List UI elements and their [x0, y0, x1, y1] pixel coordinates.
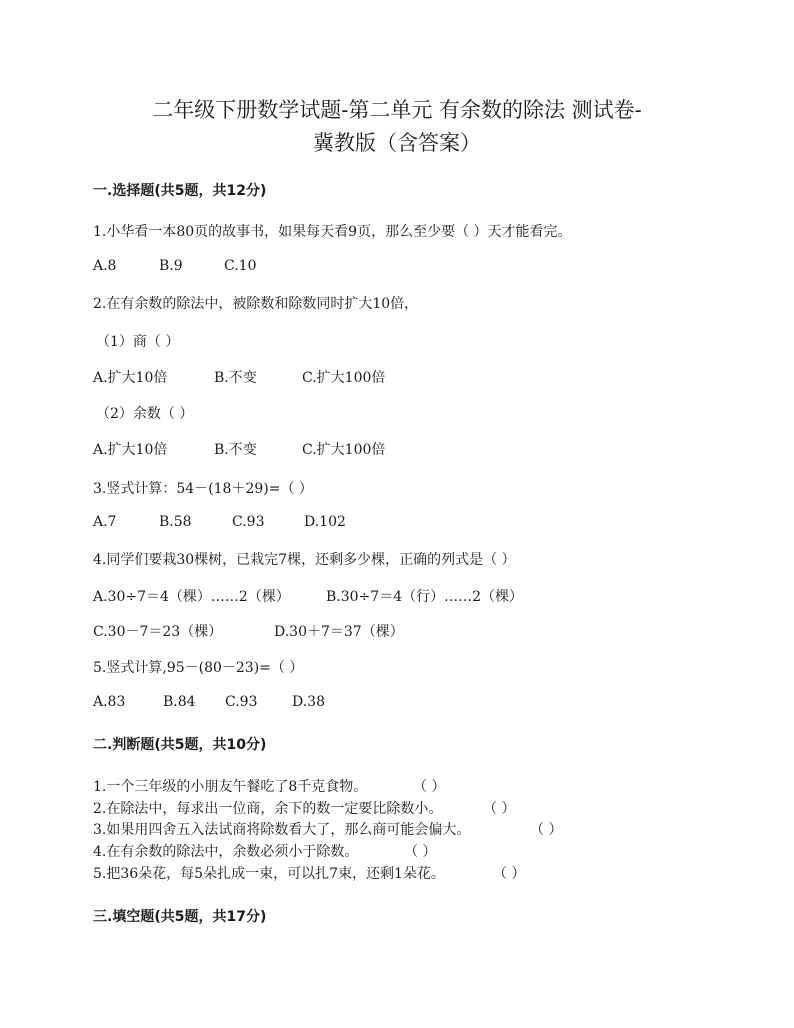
- judge-item-text: 3.如果用四舍五入法试商将除数看大了，那么商可能会偏大。: [93, 822, 471, 838]
- option-d: D.102: [304, 514, 346, 530]
- question-5: 5.竖式计算,95－(80－23)=（ ）: [93, 660, 304, 676]
- question-2-sub2: （2）余数（ ）: [96, 406, 194, 422]
- option-c: C.93: [232, 514, 265, 530]
- option-b: B.58: [159, 514, 192, 530]
- document-title: [0, 94, 794, 160]
- option-d: D.38: [292, 694, 325, 710]
- judge-item: [93, 863, 526, 883]
- option-a: A.30÷7＝4（棵）……2（棵）: [93, 589, 290, 605]
- judge-item-text: 2.在除法中，每求出一位商，余下的数一定要比除数小。: [93, 801, 443, 817]
- question-2: 2.在有余数的除法中，被除数和除数同时扩大10倍，: [93, 296, 419, 312]
- document-title-line1: 二年级下册数学试题-第二单元 有余数的除法 测试卷-: [152, 98, 642, 122]
- judge-item-text: 5.把36朵花，每5朵扎成一束，可以扎7束，还剩1朵花。: [93, 866, 445, 882]
- option-c: C.扩大100倍: [302, 370, 386, 386]
- option-b: B.9: [159, 258, 183, 274]
- option-c: C.93: [225, 694, 258, 710]
- option-a: A.扩大10倍: [93, 442, 168, 458]
- option-a: A.8: [93, 258, 117, 274]
- option-b: B.不变: [214, 442, 257, 458]
- judge-item-text: 4.在有余数的除法中，余数必须小于除数。: [93, 844, 359, 860]
- section-heading-choice: 一.选择题(共5题，共12分): [93, 183, 267, 199]
- answer-bracket: （ ）: [493, 866, 526, 882]
- question-3: 3.竖式计算：54－(18＋29)=（ ）: [93, 481, 313, 497]
- option-d: D.30＋7＝37（棵）: [274, 624, 404, 640]
- answer-bracket: （ ）: [530, 822, 563, 838]
- answer-bracket: （ ）: [413, 779, 446, 795]
- question-1: 1.小华看一本80页的故事书，如果每天看9页，那么至少要（ ）天才能看完。: [93, 224, 572, 240]
- judge-item: [93, 798, 516, 818]
- judge-item: [93, 776, 446, 796]
- option-b: B.30÷7＝4（行）……2（棵）: [326, 589, 524, 605]
- option-a: A.7: [93, 514, 117, 530]
- document-title-line2: 冀教版（含答案）: [313, 131, 481, 155]
- option-c: C.10: [224, 258, 257, 274]
- question-2-sub1: （1）商（ ）: [96, 334, 180, 350]
- option-c: C.30－7＝23（棵）: [93, 624, 223, 640]
- section-heading-fill: 三.填空题(共5题，共17分): [93, 909, 267, 925]
- option-b: B.84: [163, 694, 196, 710]
- question-4: 4.同学们要栽30棵树，已栽完7棵，还剩多少棵，正确的列式是（ ）: [93, 552, 516, 568]
- option-a: A.扩大10倍: [93, 370, 168, 386]
- option-b: B.不变: [214, 370, 257, 386]
- option-a: A.83: [93, 694, 126, 710]
- judge-item: [93, 841, 437, 861]
- answer-bracket: （ ）: [483, 801, 516, 817]
- judge-item: [93, 819, 563, 839]
- option-c: C.扩大100倍: [302, 442, 386, 458]
- section-heading-judge: 二.判断题(共5题，共10分): [93, 737, 267, 753]
- answer-bracket: （ ）: [404, 844, 437, 860]
- judge-item-text: 1.一个三年级的小朋友午餐吃了8千克食物。: [93, 779, 368, 795]
